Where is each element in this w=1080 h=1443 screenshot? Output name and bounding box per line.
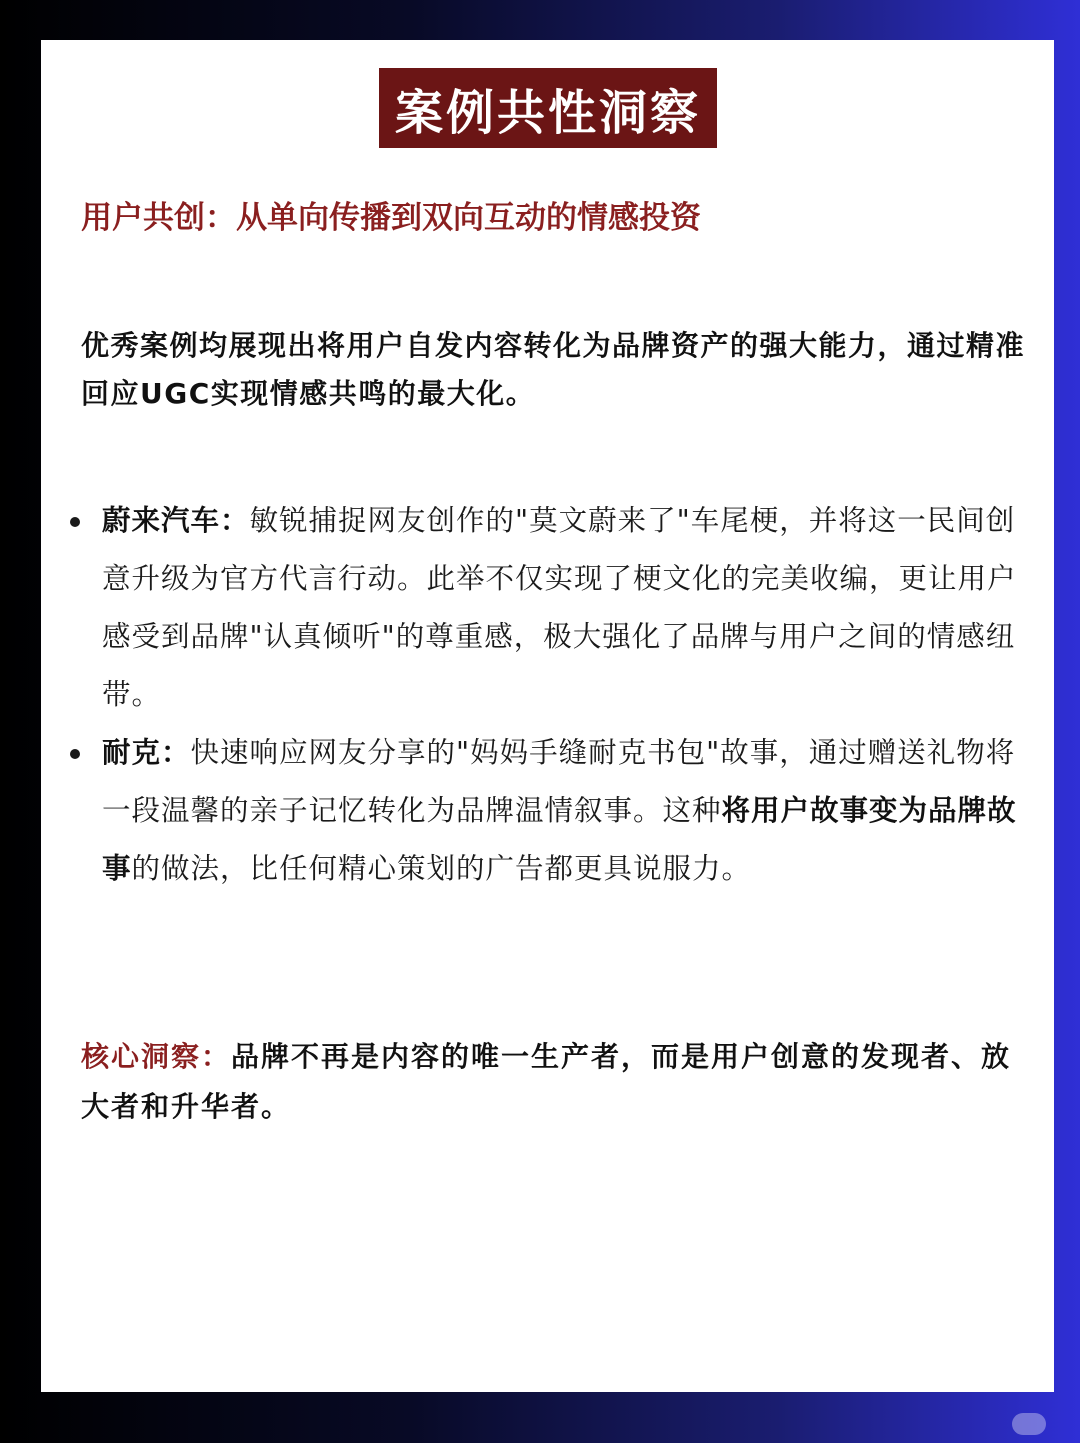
case-label: 耐克：: [102, 736, 191, 769]
case-text: 快速响应网友分享的"妈妈手缝耐克书包"故事，通过赠送礼物将一段温馨的亲子记忆转化为品牌温情叙事。这种: [102, 736, 1016, 827]
bullet-dot-icon: [70, 749, 80, 759]
section-subtitle: 用户共创：从单向传播到双向互动的情感投资: [81, 200, 701, 236]
bullet-dot-icon: [70, 517, 80, 527]
content-card: [41, 40, 1054, 1392]
case-item-nike: [65, 724, 1040, 898]
intro-paragraph: 优秀案例均展现出将用户自发内容转化为品牌资产的强大能力，通过精准回应UGC实现情感共鸣的最大化。: [81, 329, 1026, 410]
core-insight: [81, 1032, 1036, 1132]
case-text-after: 的做法，比任何精心策划的广告都更具说服力。: [131, 852, 752, 885]
case-emphasis: 将用户故事变为品牌故事: [102, 794, 1017, 885]
case-item-nio: [65, 492, 1040, 724]
watermark-badge: [1012, 1413, 1046, 1435]
title-banner: [379, 68, 717, 148]
insight-label: 核心洞察：: [81, 1040, 232, 1073]
case-label: 蔚来汽车：: [102, 504, 250, 537]
page-title: 案例共性洞察: [394, 84, 701, 141]
case-list: [65, 492, 1040, 898]
case-text: 敏锐捕捉网友创作的"莫文蔚来了"车尾梗，并将这一民间创意升级为官方代言行动。此举不仅实现了梗文化的完美收编，更让用户感受到品牌"认真倾听"的尊重感，极大强化了品牌与用户之间的情感纽带。: [102, 504, 1017, 711]
insight-text: 品牌不再是内容的唯一生产者，而是用户创意的发现者、放大者和升华者。: [81, 1040, 1012, 1123]
